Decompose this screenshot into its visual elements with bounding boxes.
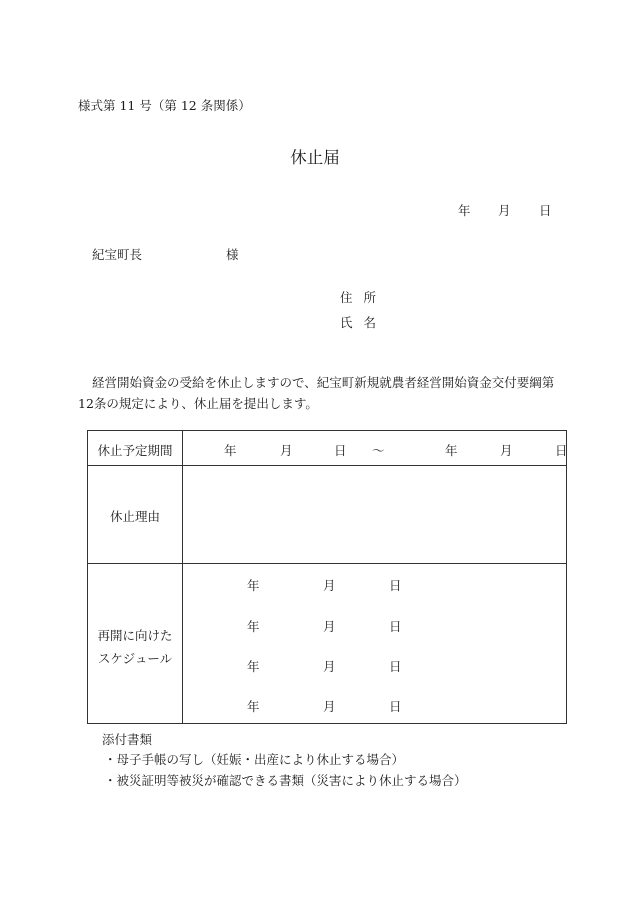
attachment-item: ・母子手帳の写し（妊娠・出産により休止する場合） [104, 752, 405, 767]
period-end-day: 日 [555, 443, 568, 458]
date-day: 日 [539, 203, 552, 218]
body-text-line-2: 12条の規定により、休止届を提出します。 [78, 396, 318, 411]
period-end-month: 月 [500, 443, 513, 458]
attachment-item: ・被災証明等被災が確認できる書類（災害により休止する場合） [104, 773, 467, 788]
schedule-2-month: 月 [323, 619, 336, 634]
schedule-label-line-1: 再開に向けた [97, 628, 173, 643]
form-table [87, 430, 567, 724]
schedule-2-day: 日 [389, 619, 402, 634]
table-divider [182, 431, 183, 723]
reason-field[interactable] [184, 467, 564, 561]
name-label: 氏名 [340, 315, 388, 330]
page-title: 休止届 [290, 148, 340, 167]
period-label: 休止予定期間 [97, 443, 173, 458]
table-row-divider [88, 465, 566, 466]
reason-label: 休止理由 [109, 509, 160, 524]
date-month: 月 [498, 203, 511, 218]
schedule-1-year: 年 [247, 578, 260, 593]
schedule-2-year: 年 [247, 619, 260, 634]
schedule-3-month: 月 [323, 659, 336, 674]
attachments-title: 添付書類 [102, 732, 153, 747]
schedule-3-year: 年 [247, 659, 260, 674]
date-year: 年 [458, 203, 471, 218]
schedule-label [88, 624, 182, 670]
period-tilde: ～ [372, 443, 385, 458]
schedule-4-month: 月 [323, 699, 336, 714]
schedule-4-day: 日 [389, 699, 402, 714]
period-end-year: 年 [445, 443, 458, 458]
period-start-month: 月 [280, 443, 293, 458]
addressee-honorific: 様 [226, 247, 239, 262]
address-label: 住所 [340, 290, 388, 305]
period-start-year: 年 [224, 443, 237, 458]
schedule-4-year: 年 [247, 699, 260, 714]
schedule-1-day: 日 [389, 578, 402, 593]
form-number: 様式第 11 号（第 12 条関係） [78, 98, 251, 113]
schedule-3-day: 日 [389, 659, 402, 674]
schedule-label-line-2: スケジュール [97, 651, 173, 666]
schedule-1-month: 月 [323, 578, 336, 593]
table-row-divider [88, 563, 566, 564]
addressee: 紀宝町長 [92, 247, 143, 262]
body-text-line-1: 経営開始資金の受給を休止しますので、紀宝町新規就農者経営開始資金交付要綱第 [92, 375, 555, 390]
period-start-day: 日 [334, 443, 347, 458]
